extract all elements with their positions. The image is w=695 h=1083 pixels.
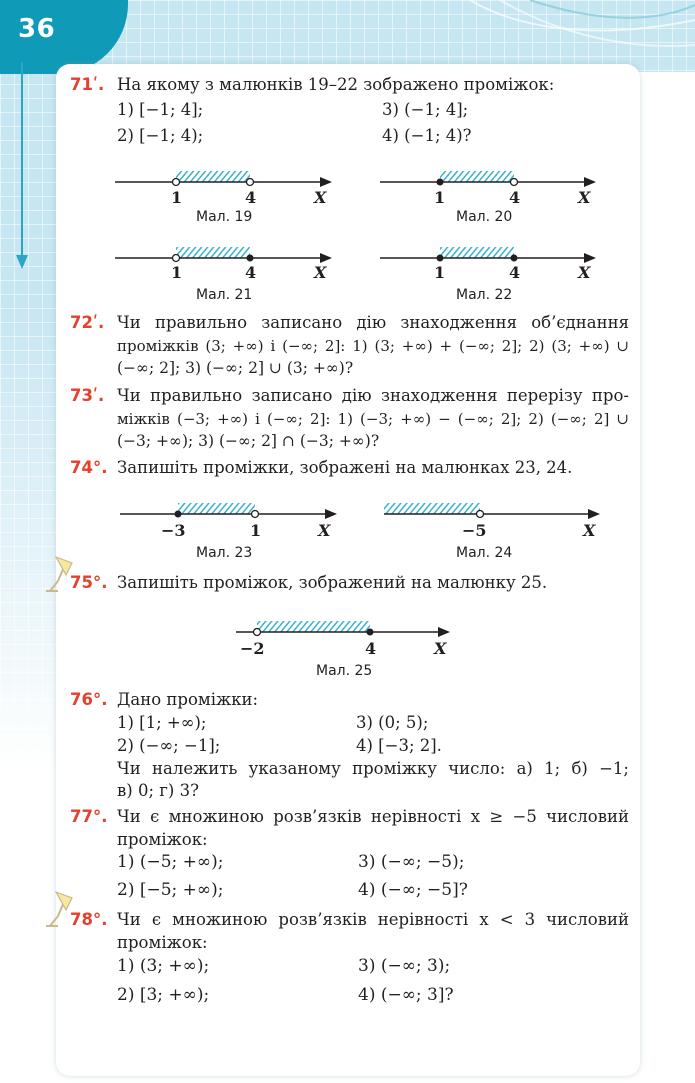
exercise-72-line-2: проміжків (3; +∞) і (−∞; 2]: 1) (3; +∞) + (−∞; 2]; 2) (3; +∞) ∪: [117, 337, 629, 355]
figure-23-axis-label: X: [318, 521, 331, 540]
figure-19-axis-label: X: [314, 188, 327, 207]
exercise-number-73: 73ʹ.: [70, 386, 105, 405]
figure-21-label-b: 4: [245, 263, 257, 282]
figure-23-label-b: 1: [250, 521, 262, 540]
figure-20-label-a: 1: [434, 188, 446, 207]
figure-22-label-b: 4: [509, 263, 521, 282]
exercise-77-option-4: 4) (−∞; −5]?: [358, 880, 468, 900]
exercise-72-line-1: Чи правильно записано дію знаходження об’єднання: [117, 313, 629, 332]
exercise-number-76: 76°.: [70, 690, 108, 709]
exercise-77-option-3: 3) (−∞; −5);: [358, 852, 465, 872]
exercise-77-option-2: 2) [−5; +∞);: [117, 880, 224, 900]
figure-21-label-a: 1: [171, 263, 183, 282]
exercise-77-line-1: Чи є множиною розв’язків нерівності x ≥ −5 числовий: [117, 807, 629, 826]
figure-19-label-b: 4: [245, 188, 257, 207]
figure-25-axis-label: X: [434, 639, 447, 658]
figure-25-caption: Мал. 25: [316, 663, 373, 679]
exercise-77-line-2: проміжок:: [117, 830, 208, 849]
figure-19-caption: Мал. 19: [196, 209, 253, 225]
exercise-76-question: Дано проміжки:: [117, 690, 259, 709]
exercise-78-line-1: Чи є множиною розв’язків нерівності x < 3 числовий: [117, 910, 629, 929]
figure-22-caption: Мал. 22: [456, 287, 513, 303]
figure-21-caption: Мал. 21: [196, 287, 253, 303]
figure-24-label-a: −5: [462, 521, 487, 540]
exercise-number-77: 77°.: [70, 807, 108, 826]
exercise-73-line-1: Чи правильно записано дію знаходження перерізу про-: [117, 386, 629, 405]
exercise-number-78: 78°.: [70, 910, 108, 929]
exercise-75-question: Запишіть проміжок, зображений на малюнку 25.: [117, 573, 548, 592]
exercise-73-line-3: (−3; +∞); 3) (−∞; 2] ∩ (−3; +∞)?: [117, 432, 380, 450]
figure-20-caption: Мал. 20: [456, 209, 513, 225]
exercise-76-line-1: Чи належить указаному проміжку число: а) 1; б) −1;: [117, 759, 629, 778]
exercise-71-option-4: 4) (−1; 4)?: [382, 126, 472, 145]
figure-23-label-a: −3: [161, 521, 186, 540]
figure-22-label-a: 1: [434, 263, 446, 282]
exercise-72-line-3: (−∞; 2]; 3) (−∞; 2] ∪ (3; +∞)?: [117, 359, 354, 377]
figure-20-label-b: 4: [509, 188, 521, 207]
exercise-number-72: 72ʹ.: [70, 313, 105, 332]
figure-25-label-a: −2: [240, 639, 265, 658]
exercise-78-option-3: 3) (−∞; 3);: [358, 956, 451, 976]
figure-21-axis-label: X: [314, 263, 327, 282]
figure-24-axis-label: X: [583, 521, 596, 540]
exercise-71-question: На якому з малюнків 19–22 зображено проміжок:: [117, 75, 555, 94]
exercise-74-question: Запишіть проміжки, зображені на малюнках 23, 24.: [117, 458, 573, 477]
exercise-71-option-1: 1) [−1; 4];: [117, 100, 204, 119]
exercise-78-line-2: проміжок:: [117, 933, 208, 952]
exercise-76-option-3: 3) (0; 5);: [356, 713, 429, 732]
arrow-down-icon: [14, 62, 30, 272]
figure-25-label-b: 4: [365, 639, 377, 658]
figure-20-axis-label: X: [578, 188, 591, 207]
exercise-number-74: 74°.: [70, 458, 108, 477]
exercise-78-option-1: 1) (3; +∞);: [117, 956, 210, 976]
figure-22-axis-label: X: [578, 263, 591, 282]
exercise-76-line-2: в) 0; г) 3?: [117, 781, 199, 800]
exercise-76-option-2: 2) (−∞; −1];: [117, 736, 221, 755]
exercise-78-option-2: 2) [3; +∞);: [117, 985, 210, 1005]
exercise-76-option-4: 4) [−3; 2].: [356, 736, 442, 755]
exercise-73-line-2: міжків (−3; +∞) і (−∞; 2]: 1) (−3; +∞) − (−∞; 2]; 2) (−∞; 2] ∪: [117, 410, 629, 428]
exercise-71-option-2: 2) [−1; 4);: [117, 126, 204, 145]
figure-23-caption: Мал. 23: [196, 545, 253, 561]
exercise-76-option-1: 1) [1; +∞);: [117, 713, 207, 732]
exercise-78-option-4: 4) (−∞; 3]?: [358, 985, 454, 1005]
exercise-77-option-1: 1) (−5; +∞);: [117, 852, 224, 872]
page-number: 36: [18, 14, 56, 44]
figure-24-caption: Мал. 24: [456, 545, 513, 561]
exercise-number-71: 71ʹ.: [70, 75, 105, 94]
exercise-71-option-3: 3) (−1; 4];: [382, 100, 469, 119]
figure-19-label-a: 1: [171, 188, 183, 207]
exercise-number-75: 75°.: [70, 573, 108, 592]
